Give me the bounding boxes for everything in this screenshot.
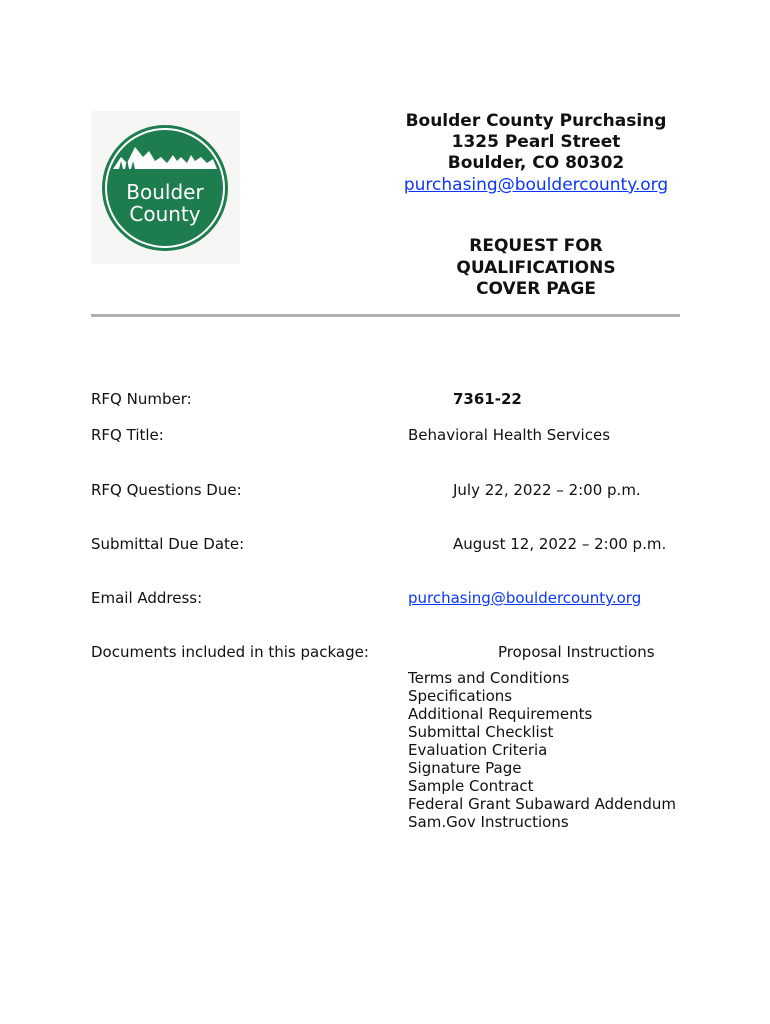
- document-title: [384, 236, 688, 301]
- documents-list: [408, 669, 676, 831]
- rfq-number-label: RFQ Number:: [91, 390, 192, 408]
- document-item: Evaluation Criteria: [408, 741, 548, 759]
- rfq-title-value: Behavioral Health Services: [408, 426, 611, 444]
- submittal-due-value: August 12, 2022 – 2:00 p.m.: [453, 535, 667, 553]
- submittal-due-label: Submittal Due Date:: [91, 535, 245, 553]
- title-line-3: COVER PAGE: [476, 279, 596, 299]
- city-state-zip: Boulder, CO 80302: [447, 153, 625, 173]
- svg-text:County: County: [129, 202, 201, 226]
- document-item: Sample Contract: [408, 777, 534, 795]
- document-item: Federal Grant Subaward Addendum: [408, 795, 677, 813]
- documents-label: Documents included in this package:: [91, 643, 369, 661]
- document-item: Proposal Instructions: [498, 643, 655, 661]
- email-label: Email Address:: [91, 589, 203, 607]
- title-line-1: REQUEST FOR: [469, 236, 603, 256]
- questions-due-label: RFQ Questions Due:: [91, 481, 242, 499]
- document-item: Sam.Gov Instructions: [408, 813, 569, 831]
- document-item: Signature Page: [408, 759, 522, 777]
- rfq-title-label: RFQ Title:: [91, 426, 164, 444]
- document-item: Specifications: [408, 687, 513, 705]
- questions-due-value: July 22, 2022 – 2:00 p.m.: [453, 481, 641, 499]
- title-line-2: QUALIFICATIONS: [456, 257, 616, 278]
- rfq-number-value: 7361-22: [453, 390, 522, 408]
- document-item: Terms and Conditions: [408, 669, 570, 687]
- document-item: Submittal Checklist: [408, 723, 554, 741]
- header-address: [384, 111, 688, 196]
- street-address: 1325 Pearl Street: [451, 132, 621, 152]
- email-link[interactable]: purchasing@bouldercounty.org: [408, 589, 642, 607]
- boulder-county-logo: [91, 111, 240, 264]
- boulder-county-seal-icon: [91, 111, 240, 264]
- document-item: Additional Requirements: [408, 705, 593, 723]
- header-divider: [91, 314, 680, 317]
- svg-text:Boulder: Boulder: [126, 180, 204, 204]
- header-email-link[interactable]: purchasing@bouldercounty.org: [403, 175, 669, 195]
- org-name: Boulder County Purchasing: [405, 111, 667, 131]
